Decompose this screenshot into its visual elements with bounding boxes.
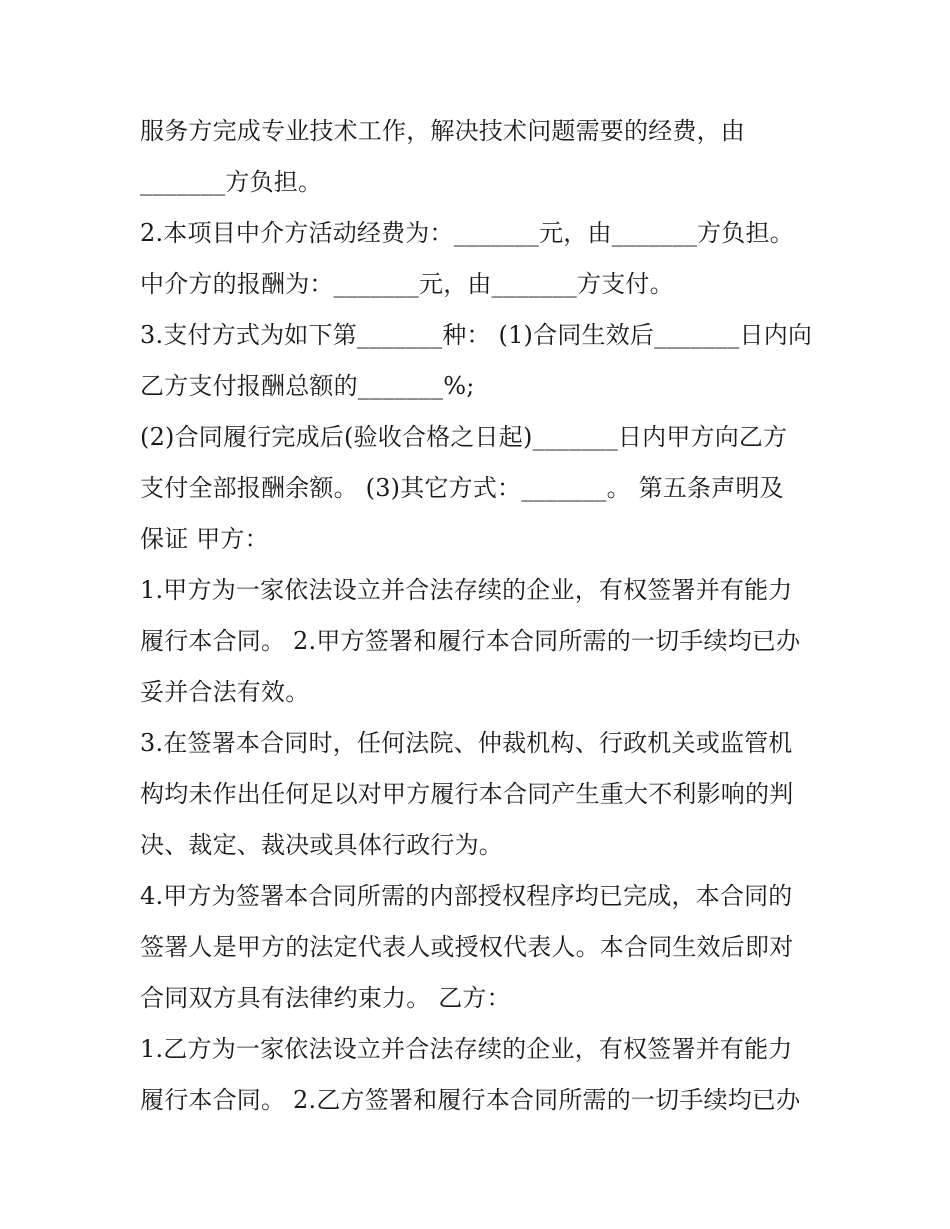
text-line: 构均未作出任何足以对甲方履行本合同产生重大不利影响的判 [140, 780, 794, 808]
text-line: 签署人是甲方的法定代表人或授权代表人。本合同生效后即对 [140, 933, 794, 961]
text-line: 支付全部报酬余额。 (3)其它方式：_______。 第五条声明及 [140, 474, 784, 502]
text-line: 合同双方具有法律约束力。 乙方： [140, 984, 511, 1012]
text-line: (2)合同履行完成后(验收合格之日起)_______日内甲方向乙方 [140, 423, 788, 451]
text-line: 履行本合同。 2.乙方签署和履行本合同所需的一切手续均已办 [140, 1086, 801, 1114]
text-line: _______方负担。 [140, 168, 323, 196]
text-line: 1.甲方为一家依法设立并合法存续的企业，有权签署并有能力 [140, 576, 793, 604]
text-line: 4.甲方为签署本合同所需的内部授权程序均已完成，本合同的 [140, 882, 793, 910]
text-line: 乙方支付报酬总额的_______%; [140, 372, 475, 400]
text-line: 决、裁定、裁决或具体行政行为。 [140, 831, 503, 859]
text-line: 服务方完成专业技术工作，解决技术问题需要的经费，由 [140, 117, 745, 145]
text-line: 中介方的报酬为：_______元，由_______方支付。 [140, 270, 674, 298]
text-line: 妥并合法有效。 [140, 678, 310, 706]
text-line: 履行本合同。 2.甲方签署和履行本合同所需的一切手续均已办 [140, 627, 801, 655]
text-line: 保证 甲方： [140, 525, 269, 553]
document-body [140, 106, 820, 1126]
text-line: 3.在签署本合同时，任何法院、仲裁机构、行政机关或监管机 [140, 729, 793, 757]
text-line: 2.本项目中介方活动经费为：_______元，由_______方负担。 [140, 219, 794, 247]
text-line: 3.支付方式为如下第_______种： (1)合同生效后_______日内向 [140, 321, 813, 349]
text-line: 1.乙方为一家依法设立并合法存续的企业，有权签署并有能力 [140, 1035, 793, 1063]
